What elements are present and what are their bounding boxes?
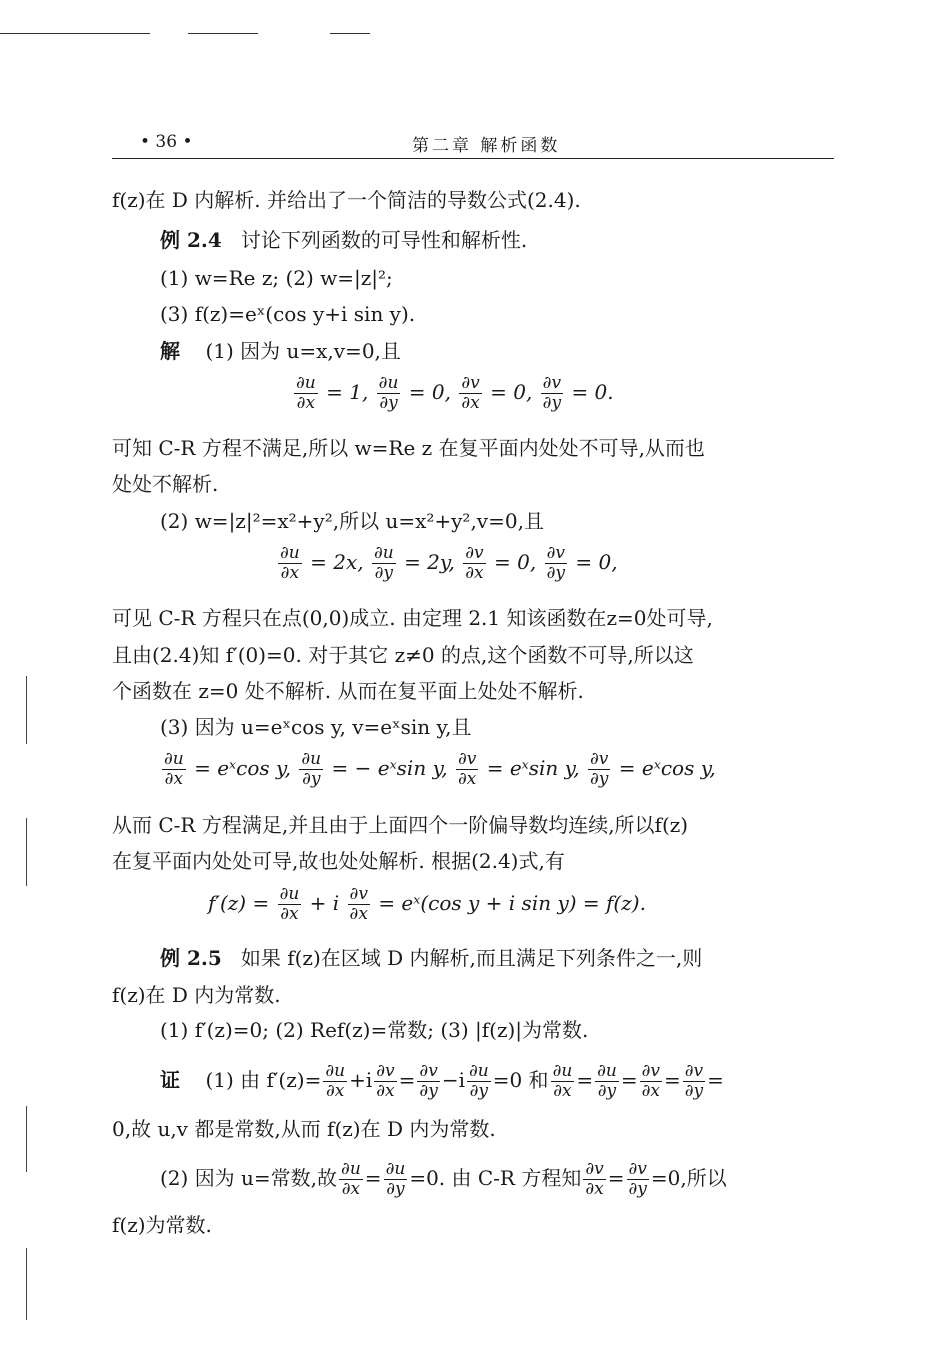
- equation-value: = eˣcos y,: [618, 756, 716, 780]
- fraction: [372, 544, 396, 583]
- fraction: [278, 544, 302, 583]
- text-line: f(z)在 D 内解析. 并给出了一个简洁的导数公式(2.4).: [112, 188, 581, 212]
- equation-value: = 1,: [326, 380, 369, 404]
- example-label: 例 2.4: [160, 228, 222, 252]
- denominator: ∂y: [386, 1179, 405, 1199]
- numerator: ∂v: [684, 1061, 704, 1081]
- denominator: ∂x: [341, 1179, 361, 1199]
- text-line: (3) f(z)=eˣ(cos y+i sin y).: [160, 302, 416, 326]
- example-label: 例 2.5: [160, 946, 222, 970]
- denominator: ∂y: [379, 393, 398, 413]
- denominator: ∂y: [546, 563, 565, 583]
- proof-text: =0. 由 C-R 方程知: [409, 1166, 582, 1190]
- denominator: ∂x: [280, 904, 299, 924]
- numerator: ∂u: [341, 1159, 361, 1179]
- numerator: ∂v: [465, 543, 484, 563]
- denominator: ∂x: [553, 1081, 572, 1101]
- equation-value: = eˣsin y,: [486, 756, 580, 780]
- solution-heading: [160, 337, 401, 365]
- equation-operator: =: [607, 1166, 625, 1190]
- equation-value: = 0,: [408, 380, 451, 404]
- denominator: ∂x: [585, 1179, 604, 1199]
- fraction: [588, 750, 610, 789]
- equation-value: = eˣcos y,: [194, 756, 292, 780]
- equation-operator: =: [664, 1068, 681, 1092]
- numerator: ∂u: [385, 1159, 406, 1179]
- denominator: ∂y: [542, 393, 562, 413]
- denominator: ∂x: [349, 904, 368, 924]
- denominator: ∂y: [419, 1081, 438, 1101]
- text-line: f(z)在 D 内为常数.: [112, 983, 281, 1007]
- numerator: ∂u: [373, 543, 394, 563]
- proof-line: [160, 1062, 724, 1101]
- running-header: [112, 128, 834, 159]
- equation-operator: −i: [441, 1068, 465, 1092]
- fraction: [299, 750, 323, 789]
- numerator: ∂v: [419, 1061, 438, 1081]
- scan-line: [0, 33, 150, 34]
- equation-operator: +i: [349, 1068, 373, 1092]
- numerator: ∂u: [279, 884, 300, 904]
- equation-1: [292, 374, 614, 413]
- example-text: 如果 f(z)在区域 D 内解析,而且满足下列条件之一,则: [240, 946, 703, 970]
- margin-rule: [26, 676, 27, 744]
- equation-operator: =: [364, 1166, 382, 1190]
- example-heading: [160, 944, 702, 972]
- equation-operator: =: [707, 1068, 724, 1092]
- text-line: (1) f′(z)=0; (2) Ref(z)=常数; (3) |f(z)|为常数.: [160, 1018, 589, 1042]
- equation-2: [276, 544, 618, 583]
- equation-value: = 0,: [490, 380, 533, 404]
- text-line: 且由(2.4)知 f′(0)=0. 对于其它 z≠0 的点,这个函数不可导,所以这: [112, 643, 694, 667]
- scan-line: [330, 33, 370, 34]
- fraction: [640, 1062, 662, 1101]
- denominator: ∂x: [164, 769, 184, 789]
- numerator: ∂u: [325, 1061, 346, 1081]
- proof-line: [160, 1160, 727, 1199]
- denominator: ∂y: [684, 1081, 704, 1101]
- fraction: [627, 1160, 649, 1199]
- page-number: • 36 •: [140, 132, 193, 152]
- example-heading: [160, 226, 527, 254]
- denominator: ∂x: [461, 393, 480, 413]
- numerator: ∂v: [546, 543, 565, 563]
- text-line: 个函数在 z=0 处不解析. 从而在复平面上处处不解析.: [112, 679, 584, 703]
- numerator: ∂u: [378, 373, 399, 393]
- numerator: ∂v: [641, 1061, 660, 1081]
- numerator: ∂u: [296, 373, 316, 393]
- fraction: [467, 1062, 491, 1101]
- denominator: ∂y: [374, 563, 394, 583]
- denominator: ∂x: [376, 1081, 395, 1101]
- numerator: ∂v: [349, 884, 368, 904]
- equation-operator: =: [620, 1068, 638, 1092]
- equation-operator: =: [398, 1068, 416, 1092]
- equation-4: [208, 885, 646, 924]
- numerator: ∂v: [585, 1159, 604, 1179]
- text-line: 可见 C-R 方程只在点(0,0)成立. 由定理 2.1 知该函数在z=0处可导,: [112, 606, 713, 630]
- denominator: ∂y: [469, 1081, 489, 1101]
- proof-text: =0,所以: [650, 1166, 727, 1190]
- margin-rule: [26, 1248, 27, 1320]
- fraction: [323, 1062, 347, 1101]
- text-line: (1) w=Re z; (2) w=|z|²;: [160, 266, 393, 290]
- text-line: f(z)为常数.: [112, 1213, 212, 1237]
- text-line: 0,故 u,v 都是常数,从而 f(z)在 D 内为常数.: [112, 1117, 496, 1141]
- equation-rhs: = eˣ(cos y + i sin y) = f(z).: [378, 891, 646, 915]
- numerator: ∂v: [376, 1061, 395, 1081]
- proof-text: (1) 由 f′(z)=: [205, 1068, 322, 1092]
- proof-label: 证: [160, 1068, 180, 1092]
- fraction: [683, 1062, 705, 1101]
- equation-operator: + i: [309, 891, 340, 915]
- equation-lhs: f′(z) =: [208, 891, 270, 915]
- numerator: ∂v: [628, 1159, 647, 1179]
- denominator: ∂x: [457, 769, 477, 789]
- margin-rule: [26, 818, 27, 886]
- numerator: ∂v: [590, 749, 609, 769]
- numerator: ∂v: [457, 749, 477, 769]
- fraction: [459, 374, 481, 413]
- fraction: [545, 544, 567, 583]
- text-line: 在复平面内处处可导,故也处处解析. 根据(2.4)式,有: [112, 849, 565, 873]
- fraction: [551, 1062, 575, 1101]
- numerator: ∂u: [552, 1061, 573, 1081]
- equation-value: = 2x,: [310, 550, 364, 574]
- fraction: [456, 750, 478, 789]
- equation-value: = 0.: [571, 380, 614, 404]
- numerator: ∂u: [164, 749, 184, 769]
- denominator: ∂x: [326, 1081, 345, 1101]
- text-line: 处处不解析.: [112, 472, 219, 496]
- fraction: [377, 374, 401, 413]
- numerator: ∂v: [542, 373, 562, 393]
- fraction: [294, 374, 318, 413]
- denominator: ∂x: [641, 1081, 660, 1101]
- fraction: [374, 1062, 396, 1101]
- equation-operator: =0 和: [492, 1068, 549, 1092]
- chapter-title: 第二章 解析函数: [412, 136, 561, 156]
- denominator: ∂y: [590, 769, 609, 789]
- denominator: ∂y: [597, 1081, 617, 1101]
- equation-3: [160, 750, 716, 789]
- fraction: [384, 1160, 408, 1199]
- solution-label: 解: [160, 339, 180, 363]
- denominator: ∂x: [280, 563, 300, 583]
- denominator: ∂y: [302, 769, 321, 789]
- fraction: [595, 1062, 619, 1101]
- text-line: 可知 C-R 方程不满足,所以 w=Re z 在复平面内处处不可导,从而也: [112, 436, 705, 460]
- fraction: [541, 374, 563, 413]
- equation-value: = − eˣsin y,: [331, 756, 448, 780]
- numerator: ∂u: [468, 1061, 489, 1081]
- text-line: (2) w=|z|²=x²+y²,所以 u=x²+y²,v=0,且: [160, 509, 544, 533]
- fraction: [348, 885, 370, 924]
- equation-value: = 0,: [575, 550, 618, 574]
- fraction: [417, 1062, 439, 1101]
- fraction: [278, 885, 302, 924]
- numerator: ∂v: [461, 373, 480, 393]
- numerator: ∂u: [280, 543, 300, 563]
- numerator: ∂u: [597, 1061, 617, 1081]
- proof-text: (2) 因为 u=常数,故: [160, 1166, 338, 1190]
- example-text: 讨论下列函数的可导性和解析性.: [240, 228, 528, 252]
- text-line: (3) 因为 u=eˣcos y, v=eˣsin y,且: [160, 715, 472, 739]
- margin-rule: [26, 1106, 27, 1172]
- denominator: ∂y: [628, 1179, 647, 1199]
- equation-value: = 2y,: [404, 550, 455, 574]
- equation-operator: =: [576, 1068, 594, 1092]
- solution-text: (1) 因为 u=x,v=0,且: [205, 339, 401, 363]
- text-line: 从而 C-R 方程满足,并且由于上面四个一阶偏导数均连续,所以f(z): [112, 813, 689, 837]
- scan-line: [188, 33, 258, 34]
- denominator: ∂x: [296, 393, 316, 413]
- fraction: [463, 544, 485, 583]
- numerator: ∂u: [301, 749, 322, 769]
- fraction: [583, 1160, 605, 1199]
- equation-value: = 0,: [494, 550, 537, 574]
- fraction: [339, 1160, 363, 1199]
- fraction: [162, 750, 186, 789]
- denominator: ∂x: [465, 563, 484, 583]
